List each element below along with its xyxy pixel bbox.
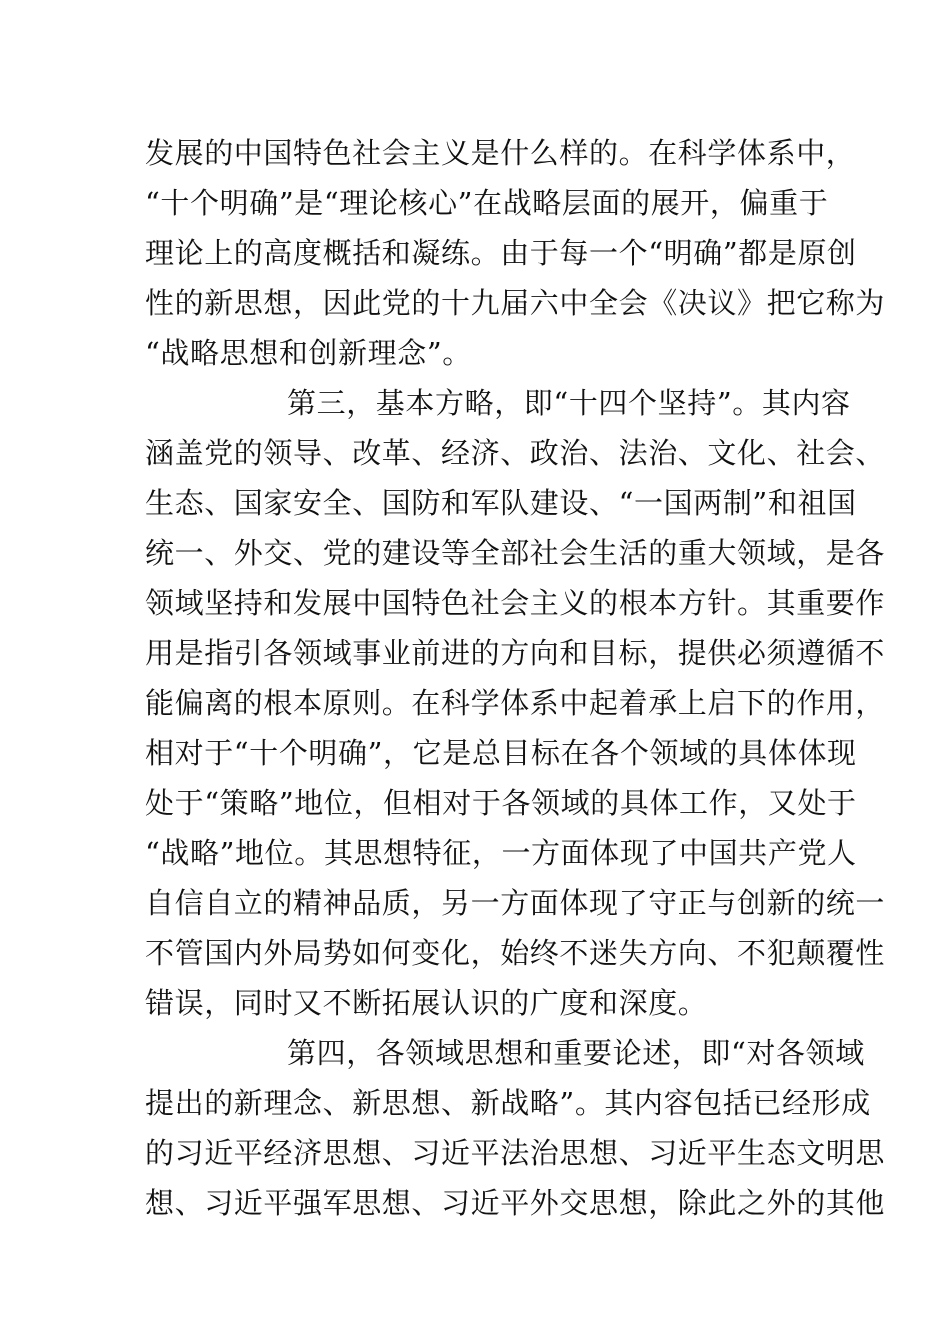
text-line: “战略”地位。其思想特征，一方面体现了中国共产党人 bbox=[145, 836, 857, 870]
text-line: 涵盖党的领导、改革、经济、政治、法治、文化、社会、 bbox=[145, 436, 886, 470]
text-line: 的习近平经济思想、习近平法治思想、习近平生态文明思 bbox=[145, 1136, 886, 1170]
text-line: 理论上的高度概括和凝练。由于每一个“明确”都是原创 bbox=[145, 236, 857, 270]
text-line: “战略思想和创新理念”。 bbox=[145, 336, 472, 370]
text-line: 提出的新理念、新思想、新战略”。其内容包括已经形成 bbox=[145, 1086, 871, 1120]
text-line: 想、习近平强军思想、习近平外交思想，除此之外的其他 bbox=[145, 1186, 886, 1220]
text-line: “十个明确”是“理论核心”在战略层面的展开，偏重于 bbox=[145, 186, 829, 220]
text-line: 发展的中国特色社会主义是什么样的。在科学体系中， bbox=[145, 136, 856, 170]
text-line: 自信自立的精神品质，另一方面体现了守正与创新的统一 bbox=[145, 886, 886, 920]
text-line: 生态、国家安全、国防和军队建设、“一国两制”和祖国 bbox=[145, 486, 857, 520]
text-line: 能偏离的根本原则。在科学体系中起着承上启下的作用， bbox=[145, 686, 886, 720]
text-line: 用是指引各领域事业前进的方向和目标，提供必须遵循不 bbox=[145, 636, 886, 670]
text-line: 统一、外交、党的建设等全部社会生活的重大领域，是各 bbox=[145, 536, 886, 570]
text-line: 领域坚持和发展中国特色社会主义的根本方针。其重要作 bbox=[145, 586, 886, 620]
text-line: 性的新思想，因此党的十九届六中全会《决议》把它称为 bbox=[145, 286, 886, 320]
text-line: 不管国内外局势如何变化，始终不迷失方向、不犯颠覆性 bbox=[145, 936, 886, 970]
paragraph-start-line: 第四，各领域思想和重要论述，即“对各领域 bbox=[287, 1036, 865, 1070]
paragraph-start-line: 第三，基本方略，即“十四个坚持”。其内容 bbox=[287, 386, 851, 420]
text-line: 相对于“十个明确”，它是总目标在各个领域的具体体现 bbox=[145, 736, 857, 770]
text-line: 错误，同时又不断拓展认识的广度和深度。 bbox=[145, 986, 708, 1020]
text-line: 处于“策略”地位，但相对于各领域的具体工作，又处于 bbox=[145, 786, 857, 820]
